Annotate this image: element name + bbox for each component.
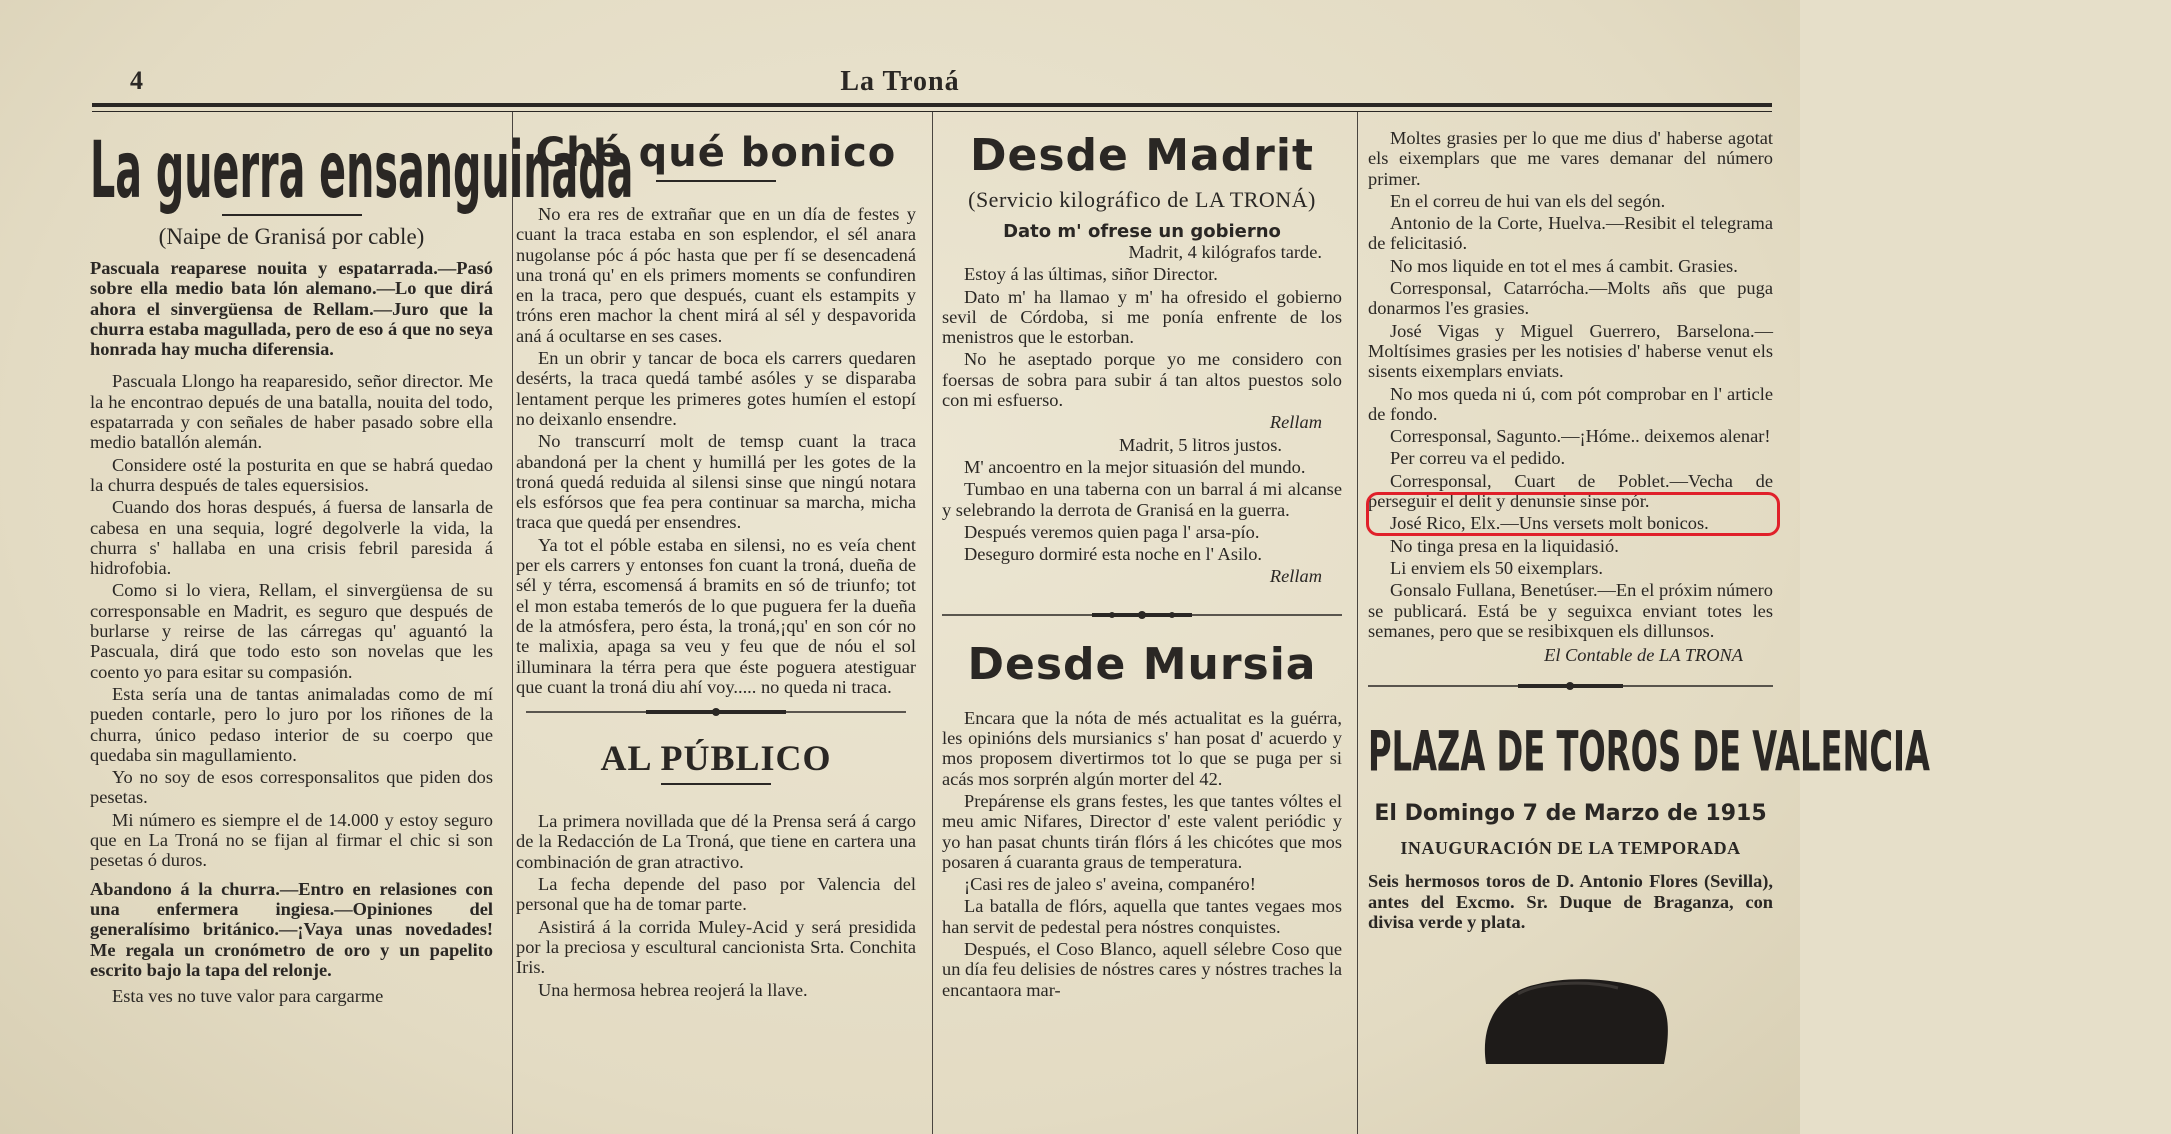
article-paragraph: La primera novillada que dé la Prensa será á cargo de la Redacción de La Troná, que tiene en cartera una combinación de gran atractivo. <box>516 811 916 872</box>
article-paragraph: Yo no soy de esos corresponsalitos que piden dos pesetas. <box>90 767 493 808</box>
correspondence-entry: Gonsalo Fullana, Benetúser.—En el próxim número se publicará. Está be y seguixca enviant totes les semanes, pero que se resibixquen els dillunsos. <box>1368 580 1773 641</box>
column-che-que-bonico <box>516 128 916 1134</box>
article-paragraph: Cuando dos horas después, á fuersa de lansarla de cabesa en una sequia, logré degolverle la vida, la churra s' hallaba en una crisis febril paresida á hidrofobia. <box>90 497 493 579</box>
article-paragraph: Esta ves no tuve valor para cargarme <box>112 986 384 1007</box>
article-paragraph: Encara que la nóta de més actualitat es la guérra, les opinións dels mursianics s' han posat d' acuerdo y mos proposem divertirmos tot lo que se puga per si acás mos sorprén algún morter del 42. <box>942 707 1342 789</box>
page-number: 4 <box>130 66 143 95</box>
article-paragraph: La fecha depende del paso por Valencia del personal que ha de tomar parte. <box>516 874 916 915</box>
article-paragraph: Asistirá á la corrida Muley-Acid y será presidida por la preciosa y escultural cancionista Srta. Conchita Iris. <box>516 916 916 978</box>
article-paragraph: Esta sería una de tantas animaladas como de mí pueden contarle, pero lo juro por los riñones de la churra, único pedaso interior de su coerpo que quedaba sin magullamiento. <box>90 683 493 765</box>
article-paragraph: Tumbao en una taberna con un barral á mi alcanse y selebrando la derrota de Granisá en la guerra. <box>942 479 1342 520</box>
signature-contable: El Contable de LA TRONA <box>1544 645 1743 666</box>
article-paragraph: M' ancoentro en la mejor situasión del mundo. <box>964 456 1306 477</box>
signature: Rellam <box>1269 412 1322 433</box>
article-paragraph: La batalla de flórs, aquella que tantes vegaes mos han servit de pedestal pera nóstres conquistes. <box>942 896 1342 937</box>
article-paragraph: Estoy á las últimas, siñor Director. <box>964 264 1218 285</box>
headline-che-que-bonico: Ché qué bonico <box>535 130 897 176</box>
correspondence-entry: No mos liquide en tot el mes á cambit. Grasies. <box>1390 255 1738 276</box>
article-paragraph: Como si lo viera, Rellam, el sinvergüensa de su corresponsable en Madrit, es seguro que después de burlarse y reirse de las cárregas qu' aguantó la Pascuala, dirá que todo esto son novelas que les coento yo para esitar su compasión. <box>90 580 493 682</box>
headline-desde-madrit: Desde Madrit <box>970 130 1314 181</box>
dateline: Madrit, 4 kilógrafos tarde. <box>1128 242 1322 262</box>
headline-guerra: La guerra ensanguinada <box>90 126 634 217</box>
article-paragraph: Prepárense els grans festes, les que tantes vóltes el meu amic Nifares, Director d' este valent periódic y yo han pasat chunts tirán flórs á les chicótes que mos posaren á cuaranta graus de temperatura. <box>942 790 1342 872</box>
ornament-divider <box>526 705 906 719</box>
headline-desde-mursia: Desde Mursia <box>967 638 1317 690</box>
correspondence-entry: Moltes grasies per lo que me dius d' haberse agotat els eixemplars que me vares demanar del número primer. <box>1368 128 1773 189</box>
masthead-rule <box>92 103 1772 107</box>
masthead-title: La Troná <box>840 66 960 97</box>
column-correspondence <box>1368 128 1930 1134</box>
headline-rule <box>661 783 771 785</box>
column-desde-madrit <box>942 128 1342 1134</box>
column-war-report <box>90 126 634 1134</box>
correspondence-entry: No tinga presa en la liquidasió. <box>1390 535 1619 556</box>
article-paragraph: Abandono á la churra.—Entro en relasiones con una enfermera ingiesa.—Opiniones del generalísimo británico.—¡Vaya unas novedades! Me regala un cronómetro de oro y un papelito escrito bajo la tapa del relonje. <box>90 878 493 980</box>
correspondence-entry: En el correu de hui van els del segón. <box>1390 190 1666 211</box>
article-paragraph: Considere osté la posturita en que se habrá quedao la churra después de tales equersisios. <box>90 454 493 495</box>
ornament-divider <box>1368 679 1773 693</box>
dateline: Madrit, 5 litros justos. <box>1119 434 1282 455</box>
ad-inauguration: INAUGURACIÓN DE LA TEMPORADA <box>1400 838 1741 859</box>
ad-date: El Domingo 7 de Marzo de 1915 <box>1374 801 1767 827</box>
article-paragraph: Pascuala reaparese nouita y espatarrada.—Pasó sobre ella medio bata lón alemano.—Lo que dirá ahora el sinvergüensa de Rellam.—Juro que la churra estaba magullada, pero de eso á que no seya honrada hay mucha diferensia. <box>90 258 493 360</box>
article-paragraph: Después, el Coso Blanco, aquell sélebre Coso que un día feu delisies de nóstres cares y nóstres traches la encantaora mar- <box>942 939 1342 1000</box>
highlight-annotation <box>1366 492 1780 536</box>
correspondence-entry: José Vigas y Miguel Guerrero, Barselona.—Moltísimes grasies per les notisies d' haberse venut els sisents eixemplars enviats. <box>1368 320 1773 382</box>
signature: Rellam <box>1269 566 1322 587</box>
headline-al-publico: AL PÚBLICO <box>600 738 832 779</box>
headline-plaza-de-toros: PLAZA DE TOROS DE VALENCIA <box>1368 719 1930 785</box>
correspondence-entry: Corresponsal, Sagunto.—¡Hóme.. deixemos alenar! <box>1390 426 1771 447</box>
article-paragraph: Ya tot el póble estaba en silensi, no es veía chent per els carrers y entonses fon cuant la troná, dueña de sél y térra, escomensá á bramits en só de triunfo; tot el mon estaba temerós de lo que puguera fer la dueña de la atmósfera, pero ésta, la troná,¡qu' en son cór no te malixia, apaga sa veu y feu que de nóu el sol illuminara la térra pera que éste poguera atestiguar que cuant la troná diu ahí voy..... no queda ni traca. <box>516 534 916 697</box>
article-paragraph: No era res de extrañar que en un día de festes y cuant la traca estaba en son esplendor, el sél anara nugolanse póc á póc hasta que per fí se desencadená una troná qu' en els primers moments se confundiren en la traca, pero que después, cuant els estampits y tróns eren machor la chent mirá al sél y despavorida aná á ocultarse en ses cases. <box>516 204 916 346</box>
article-paragraph: En un obrir y tancar de boca els carrers quedaren desérts, la traca quedá també asóles y se disparaba lentament perque les primeres gotes humíen el estopí no deixanlo ensendre. <box>516 348 916 429</box>
correspondence-entry: Corresponsal, Cuart de Poblet.—Vecha de perseguir el delit y denunsie sinse pór. <box>1368 470 1773 512</box>
subhead-dato: Dato m' ofrese un gobierno <box>1003 221 1281 242</box>
bull-illustration-icon <box>1368 954 1773 1064</box>
article-paragraph: No he aseptado porque yo me considero con foersas de sobra para subir á tan altos puestos solo con mi esfuerso. <box>942 349 1342 411</box>
ornament-divider <box>942 607 1342 623</box>
article-paragraph: Dato m' ha llamao y m' ha ofresido el gobierno sevil de Córdoba, si me ponía enfrente de los menistros que le estorban. <box>942 286 1342 348</box>
column-divider <box>932 112 933 1134</box>
article-paragraph: Mi número es siempre el de 14.000 y estoy seguro que en La Troná no se fijan al firmar el chic si son pesetas ó duros. <box>90 809 493 871</box>
article-paragraph: Después veremos quien paga l' arsa-pío. <box>964 521 1260 542</box>
column-divider <box>512 112 513 1134</box>
correspondence-entry: Corresponsal, Catarrócha.—Molts añs que puga donarmos l'es grasies. <box>1368 278 1773 319</box>
subtitle-naipe: (Naipe de Granisá por cable) <box>158 224 425 249</box>
correspondence-entry: No mos queda ni ú, com pót comprobar en l' article de fondo. <box>1368 383 1773 424</box>
correspondence-entry: Per correu va el pedido. <box>1390 448 1566 469</box>
subtitle-servicio: (Servicio kilográfico de LA TRONÁ) <box>968 187 1316 212</box>
article-paragraph: Una hermosa hebrea reojerá la llave. <box>538 979 808 1000</box>
correspondence-entry: José Rico, Elx.—Uns versets molt bonicos. <box>1390 513 1709 534</box>
article-paragraph: ¡Casi res de jaleo s' aveina, companéro! <box>964 874 1256 895</box>
article-paragraph: Pascuala Llongo ha reaparesido, señor director. Me la he encontrao depués de una batalla, nouita del todo, espatarrada y con señales de haber pasado sobre ella medio batallón alemán. <box>90 371 493 453</box>
headline-rule <box>656 180 776 182</box>
correspondence-entry: Li enviem els 50 eixemplars. <box>1390 557 1603 578</box>
article-paragraph: Deseguro dormiré esta noche en l' Asilo. <box>964 544 1262 565</box>
column-divider <box>1357 112 1358 1134</box>
article-paragraph: No transcurrí molt de temsp cuant la traca abandoná per la chent y humillá per les gotes de la troná quedá reduida al silensi sinse que ningú notara els esfórsos que fea pera continuar sa marcha, micha traca que quedá per ensendres. <box>516 431 916 533</box>
ad-description: Seis hermosos toros de D. Antonio Flores (Sevilla), antes del Excmo. Sr. Duque de Braganza, con divisa verde y plata. <box>1368 871 1773 933</box>
correspondence-entry: Antonio de la Corte, Huelva.—Resibit el telegrama de felicitasió. <box>1368 213 1773 254</box>
